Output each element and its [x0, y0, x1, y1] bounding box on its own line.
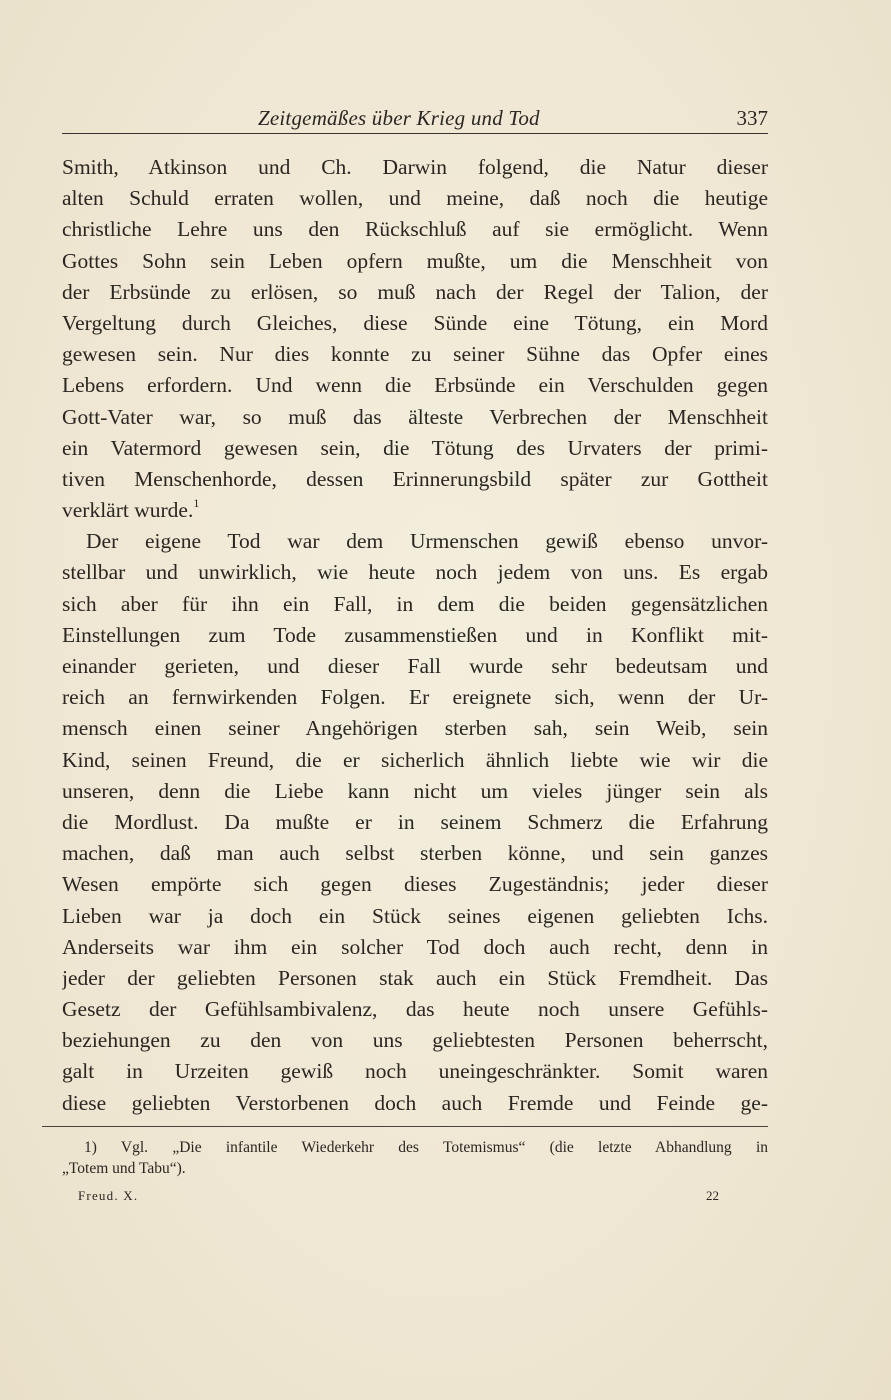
text-line: ein Vatermord gewesen sein, die Tötung des Urvaters der primi- — [62, 435, 768, 460]
page-number: 337 — [736, 106, 768, 130]
text-line: Smith, Atkinson und Ch. Darwin folgend, die Natur dieser — [62, 155, 768, 179]
text-line: verklärt wurde. — [62, 498, 194, 523]
text-line: Einstellungen zum Tode zusammenstießen und in Konflikt mit- — [62, 622, 768, 647]
footnote-rule — [42, 1126, 768, 1127]
text-line: Wesen empörte sich gegen dieses Zugeständnis; jeder dieser — [62, 872, 768, 897]
text-line: diese geliebten Verstorbenen doch auch Fremde und Feinde ge- — [62, 1090, 768, 1115]
body-text — [62, 152, 768, 1119]
text-line: gewesen sein. Nur dies konnte zu seiner Sühne das Opfer eines — [62, 342, 768, 367]
running-title: Zeitgemäßes über Krieg und Tod — [258, 106, 540, 130]
running-head — [62, 104, 768, 134]
footnote-line: 1) Vgl. „Die infantile Wiederkehr des Totemismus“ (die letzte Abhandlung in — [84, 1139, 768, 1156]
text-line: tiven Menschenhorde, dessen Erinnerungsbild später zur Gottheit — [62, 466, 768, 491]
text-line: Gottes Sohn sein Leben opfern mußte, um die Menschheit von — [62, 248, 768, 273]
sheet-number: 22 — [706, 1188, 719, 1203]
text-line: alten Schuld erraten wollen, und meine, daß noch die heutige — [62, 186, 768, 211]
footnotes — [62, 1137, 768, 1179]
text-line: Gesetz der Gefühlsambivalenz, das heute noch unsere Gefühls- — [62, 997, 768, 1022]
text-line: Gott-Vater war, so muß das älteste Verbrechen der Menschheit — [62, 404, 768, 429]
text-line: die Mordlust. Da mußte er in seinem Schmerz die Erfahrung — [62, 809, 768, 834]
text-line: Lieben war ja doch ein Stück seines eigenen geliebten Ichs. — [62, 903, 768, 928]
text-line: einander gerieten, und dieser Fall wurde sehr bedeutsam und — [62, 654, 768, 678]
footnote-reference[interactable]: 1 — [193, 496, 200, 511]
text-line: mensch einen seiner Angehörigen sterben sah, sein Weib, sein — [62, 716, 768, 741]
text-line: beziehungen zu den von uns geliebtesten Personen beherrscht, — [62, 1028, 768, 1053]
text-line: galt in Urzeiten gewiß noch uneingeschränkter. Somit waren — [62, 1059, 768, 1084]
text-line: stellbar und unwirklich, wie heute noch jedem von uns. Es ergab — [62, 560, 768, 585]
text-line: Vergeltung durch Gleiches, diese Sünde eine Tötung, ein Mord — [62, 310, 768, 335]
text-line: Lebens erfordern. Und wenn die Erbsünde ein Verschulden gegen — [62, 373, 768, 398]
text-line: Kind, seinen Freund, die er sicherlich ähnlich liebte wie wir die — [62, 747, 768, 772]
text-line: Der eigene Tod war dem Urmenschen gewiß ebenso unvor- — [86, 529, 768, 554]
text-line: jeder der geliebten Personen stak auch ein Stück Fremdheit. Das — [62, 965, 768, 990]
text-line: sich aber für ihn ein Fall, in dem die beiden gegensätzlichen — [62, 591, 768, 616]
text-line: Anderseits war ihm ein solcher Tod doch auch recht, denn in — [62, 934, 768, 959]
text-line: der Erbsünde zu erlösen, so muß nach der Regel der Talion, der — [62, 279, 768, 304]
text-line: christliche Lehre uns den Rückschluß auf sie ermöglicht. Wenn — [62, 217, 768, 242]
footnote-line: „Totem und Tabu“). — [62, 1160, 186, 1177]
text-line-with-footnote-ref — [62, 495, 768, 526]
printer-signature: Freud. X. — [78, 1188, 139, 1203]
text-line: unseren, denn die Liebe kann nicht um vieles jünger sein als — [62, 778, 768, 803]
text-line: reich an fernwirkenden Folgen. Er ereignete sich, wenn der Ur- — [62, 685, 768, 710]
header-rule — [62, 133, 768, 134]
text-line: machen, daß man auch selbst sterben könne, und sein ganzes — [62, 841, 768, 866]
